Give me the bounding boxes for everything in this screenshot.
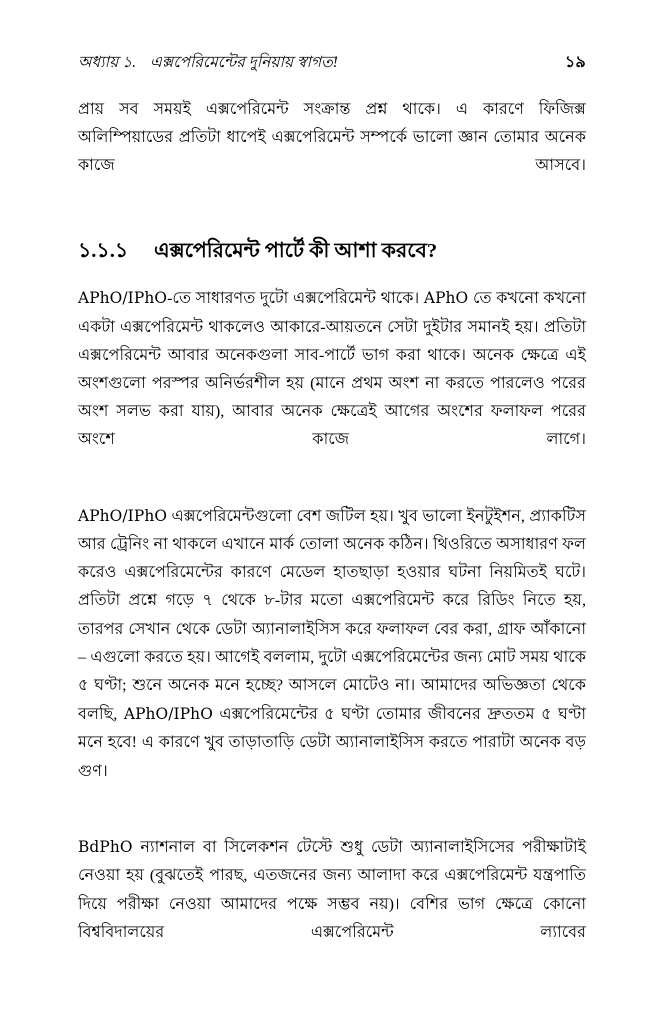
- section-title: এক্সপেরিমেন্ট পার্টে কী আশা করবে?: [154, 239, 438, 262]
- roman-run-apho-ipho-3: APhO/IPhO: [123, 705, 213, 724]
- running-header-left: [78, 54, 338, 73]
- paragraph-difficulty-part-b: এক্সপেরিমেন্টের ৫ ঘণ্টা তোমার জীবনের দ্রুততম ৫ ঘণ্টা মনে হবে! এ কারণে খুব তাড়াতাড়ি ডেটা অ্যানালাইসিস করতে পারাটা অনেক বড় গুণ।: [78, 706, 586, 780]
- page-number: ১৯: [564, 54, 586, 71]
- text-body: [78, 96, 586, 975]
- section-heading: [78, 239, 586, 265]
- roman-run-apho: APhO: [423, 289, 469, 308]
- paragraph-intro: প্রায় সব সময়ই এক্সপেরিমেন্ট সংক্রান্ত প্রশ্ন থাকে। এ কারণে ফিজিক্স অলিম্পিয়াডের প্রতিটা ধাপেই এক্সপেরিমেন্ট সম্পর্কে ভালো জ্ঞান তোমার অনেক কাজে আসবে।: [78, 101, 586, 175]
- roman-run-apho-ipho: APhO/IPhO: [78, 289, 168, 308]
- roman-run-apho-ipho-2: APhO/IPhO: [78, 506, 168, 525]
- paragraph-bdpho-part-a: ন্যাশনাল বা সিলেকশন টেস্টে শুধু ডেটা অ্যানালাইসিসের পরীক্ষাটাই নেওয়া হয় (বুঝতেই পারছ, এতজনের জন্য আলাদা করে এক্সপেরিমেন্ট যন্ত্রপাতি দিয়ে পরীক্ষা নেওয়া আমাদের পক্ষে সম্ভব নয়)। বেশির ভাগ ক্ষেত্রে কোনো বিশ্ববিদালয়ের এক্সপেরিমেন্ট ল্যাবের: [78, 839, 586, 941]
- chapter-title: এক্সপেরিমেন্টের দুনিয়ায় স্বাগত!: [150, 54, 338, 71]
- section-heading-wrapper: [78, 239, 586, 265]
- paragraph-bdpho: [78, 833, 586, 975]
- roman-run-bdpho: BdPhO: [78, 838, 133, 857]
- section-number: ১.১.১: [78, 239, 129, 262]
- running-header: [78, 53, 586, 73]
- paragraph-difficulty-part-a: এক্সপেরিমেন্টগুলো বেশ জটিল হয়। খুব ভালো ইনটুইশন, প্র্যাকটিস আর ট্রেনিং না থাকলে এখানে মার্ক তোলা অনেক কঠিন। থিওরিতে অসাধারণ ফল করেও এক্সপেরিমেন্টের কারণে মেডেল হাতছাড়া হওয়ার ঘটনা নিয়মিতই ঘটে। প্রতিটা প্রশ্নে গড়ে ৭ থেকে ৮-টার মতো এক্সপেরিমেন্ট করে রিডিং নিতে হয়, তারপর সেখান থেকে ডেটা অ্যানালাইসিস করে ফলাফল বের করা, গ্রাফ আঁকানো – এগুলো করতে হয়। আগেই বললাম, দুটো এক্সপেরিমেন্টের জন্য মোট সময় থাকে ৫ ঘণ্টা; শুনে অনেক মনে হচ্ছে? আসলে মোটেও না। আমাদের অভিজ্ঞতা থেকে বলছি,: [78, 507, 586, 724]
- paragraph-apho-structure-part-a: -তে সাধারণত দুটো এক্সপেরিমেন্ট থাকে।: [167, 290, 424, 308]
- paragraph-apho-structure: [78, 284, 586, 482]
- paragraph-apho-structure-part-b: তে কখনো কখনো একটা এক্সপেরিমেন্ট থাকলেও আকারে-আয়তনে সেটা দুইটার সমানই হয়। প্রতিটা এক্সপেরিমেন্ট আবার অনেকগুলা সাব-পার্টে ভাগ করা থাকে। অনেক ক্ষেত্রে এই অংশগুলো পরস্পর অনির্ভরশীল হয় (মানে প্রথম অংশ না করতে পারলেও পরের অংশ সলভ করা যায়), আবার অনেক ক্ষেত্রেই আগের অংশের ফলাফল পরের অংশে কাজে লাগে।: [78, 290, 586, 449]
- chapter-label: অধ্যায় ১.: [78, 54, 137, 71]
- paragraph-difficulty: [78, 502, 586, 814]
